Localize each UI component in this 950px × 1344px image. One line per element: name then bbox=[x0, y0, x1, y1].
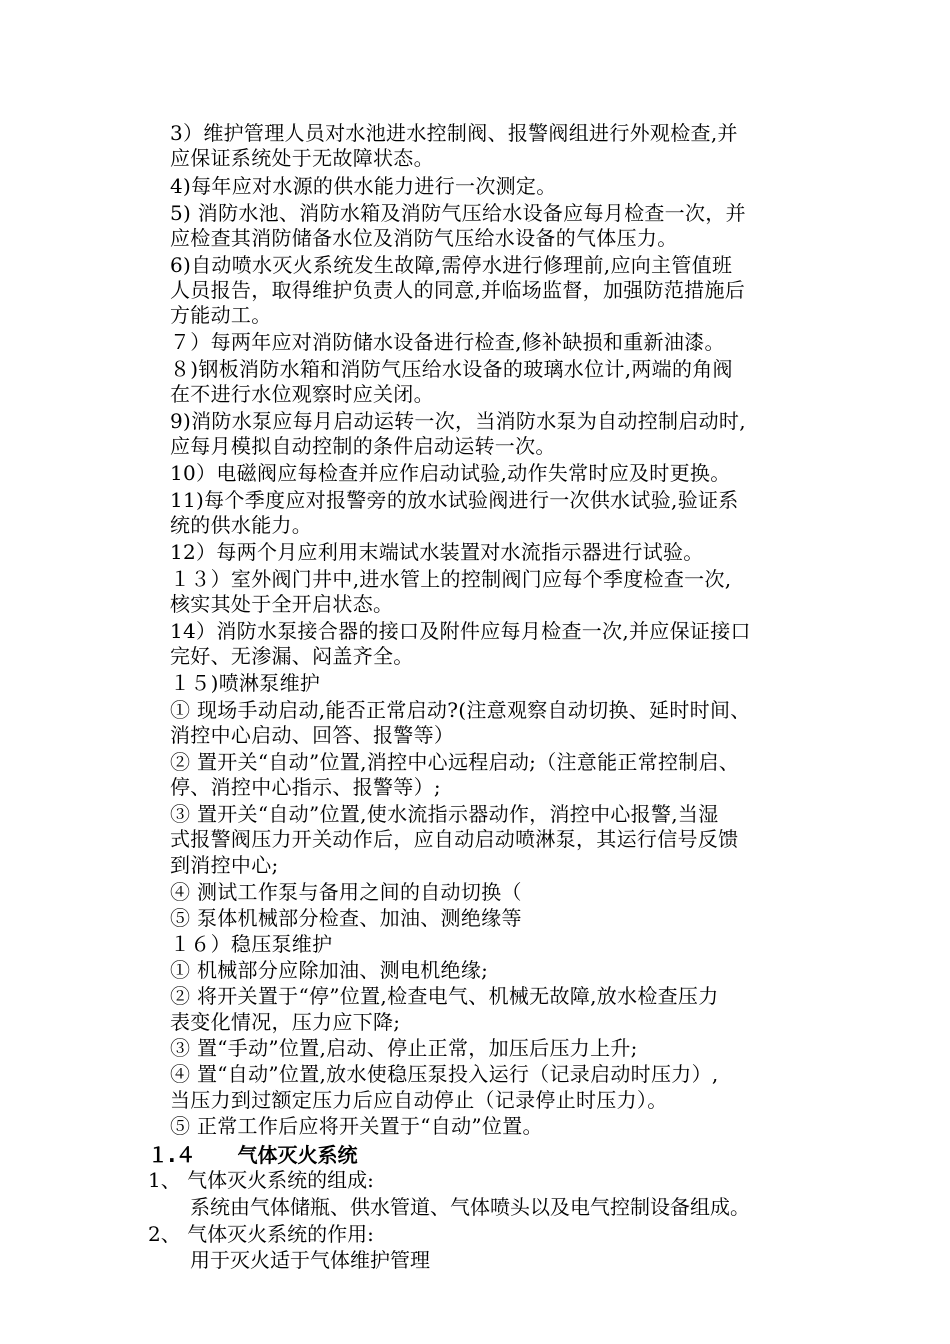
text-line: 5) 消防水池、消防水箱及消防气压给水设备应每月检查一次，并 bbox=[170, 201, 746, 225]
section-title: 气体灭火系统 bbox=[237, 1143, 358, 1167]
text-line: 核实其处于全开启状态。 bbox=[170, 592, 394, 616]
text-line: 方能动工。 bbox=[170, 303, 272, 327]
text-line: １６）稳压泵维护 bbox=[170, 932, 333, 956]
text-line: 9)消防水泵应每月启动运转一次，当消防水泵为自动控制启动时, bbox=[170, 409, 746, 433]
text-line: １５)喷淋泵维护 bbox=[170, 671, 321, 695]
text-line: 应保证系统处于无故障状态。 bbox=[170, 146, 434, 170]
text-line: 消控中心启动、回答、报警等） bbox=[170, 723, 455, 747]
item-label: 1、 气体灭火系统的组成: bbox=[148, 1168, 374, 1192]
text-line: ② 将开关置于“停”位置,检查电气、机械无故障,放水检查压力 bbox=[170, 984, 719, 1008]
text-line: ④ 置“自动”位置,放水使稳压泵投入运行（记录启动时压力）, bbox=[170, 1062, 719, 1086]
text-line: 人员报告，取得维护负责人的同意,并临场监督，加强防范措施后 bbox=[170, 278, 746, 302]
text-line: 6)自动喷水灭火系统发生故障,需停水进行修理前,应向主管值班 bbox=[170, 253, 733, 277]
text-line: 14）消防水泵接合器的接口及附件应每月检查一次,并应保证接口 bbox=[170, 619, 751, 643]
text-line: ７）每两年应对消防储水设备进行检查,修补缺损和重新油漆。 bbox=[170, 330, 725, 354]
text-line: ④ 测试工作泵与备用之间的自动切换（ bbox=[170, 880, 522, 904]
text-line: 12）每两个月应利用末端试水装置对水流指示器进行试验。 bbox=[170, 540, 704, 564]
text-line: ① 机械部分应除加油、测电机绝缘; bbox=[170, 958, 489, 982]
text-line: 式报警阀压力开关动作后，应自动启动喷淋泵，其运行信号反馈 bbox=[170, 827, 739, 851]
text-line: 应检查其消防储备水位及消防气压给水设备的气体压力。 bbox=[170, 226, 678, 250]
text-line: ③ 置开关“自动”位置,使水流指示器动作，消控中心报警,当湿 bbox=[170, 802, 719, 826]
text-line: 应每月模拟自动控制的条件启动运转一次。 bbox=[170, 434, 556, 458]
text-line: 11)每个季度应对报警旁的放水试验阀进行一次供水试验,验证系 bbox=[170, 488, 739, 512]
section-number: １.４ bbox=[148, 1143, 196, 1167]
text-line: 停、消控中心指示、报警等）; bbox=[170, 775, 441, 799]
text-line: 10）电磁阀应每检查并应作启动试验,动作失常时应及时更换。 bbox=[170, 461, 731, 485]
item-body: 用于灭火适于气体维护管理 bbox=[190, 1248, 430, 1272]
item-label: 2、 气体灭火系统的作用: bbox=[148, 1222, 374, 1246]
text-line: ⑤ 正常工作后应将开关置于“自动”位置。 bbox=[170, 1114, 543, 1138]
text-line: ⑤ 泵体机械部分检查、加油、测绝缘等 bbox=[170, 906, 522, 930]
text-line: 3）维护管理人员对水池进水控制阀、报警阀组进行外观检查,并 bbox=[170, 121, 738, 145]
text-line: １３）室外阀门井中,进水管上的控制阀门应每个季度检查一次, bbox=[170, 567, 732, 591]
item-body: 系统由气体储瓶、供水管道、气体喷头以及电气控制设备组成。 bbox=[190, 1195, 750, 1219]
text-line: 统的供水能力。 bbox=[170, 513, 313, 537]
text-line: ８)钢板消防水箱和消防气压给水设备的玻璃水位计,两端的角阀 bbox=[170, 357, 733, 381]
text-line: 在不进行水位观察时应关闭。 bbox=[170, 382, 434, 406]
section-heading bbox=[148, 1143, 358, 1167]
text-line: 4)每年应对水源的供水能力进行一次测定。 bbox=[170, 174, 557, 198]
text-line: 表变化情况，压力应下降; bbox=[170, 1010, 401, 1034]
text-line: ③ 置“手动”位置,启动、停止正常，加压后压力上升; bbox=[170, 1036, 638, 1060]
text-line: 到消控中心; bbox=[170, 853, 279, 877]
text-line: 当压力到过额定压力后应自动停止（记录停止时压力）。 bbox=[170, 1088, 668, 1112]
text-line: ① 现场手动启动,能否正常启动?(注意观察自动切换、延时时间、 bbox=[170, 698, 751, 722]
text-line: 完好、无渗漏、闷盖齐全。 bbox=[170, 644, 414, 668]
text-line: ② 置开关“自动”位置,消控中心远程启动;（注意能正常控制启、 bbox=[170, 750, 740, 774]
